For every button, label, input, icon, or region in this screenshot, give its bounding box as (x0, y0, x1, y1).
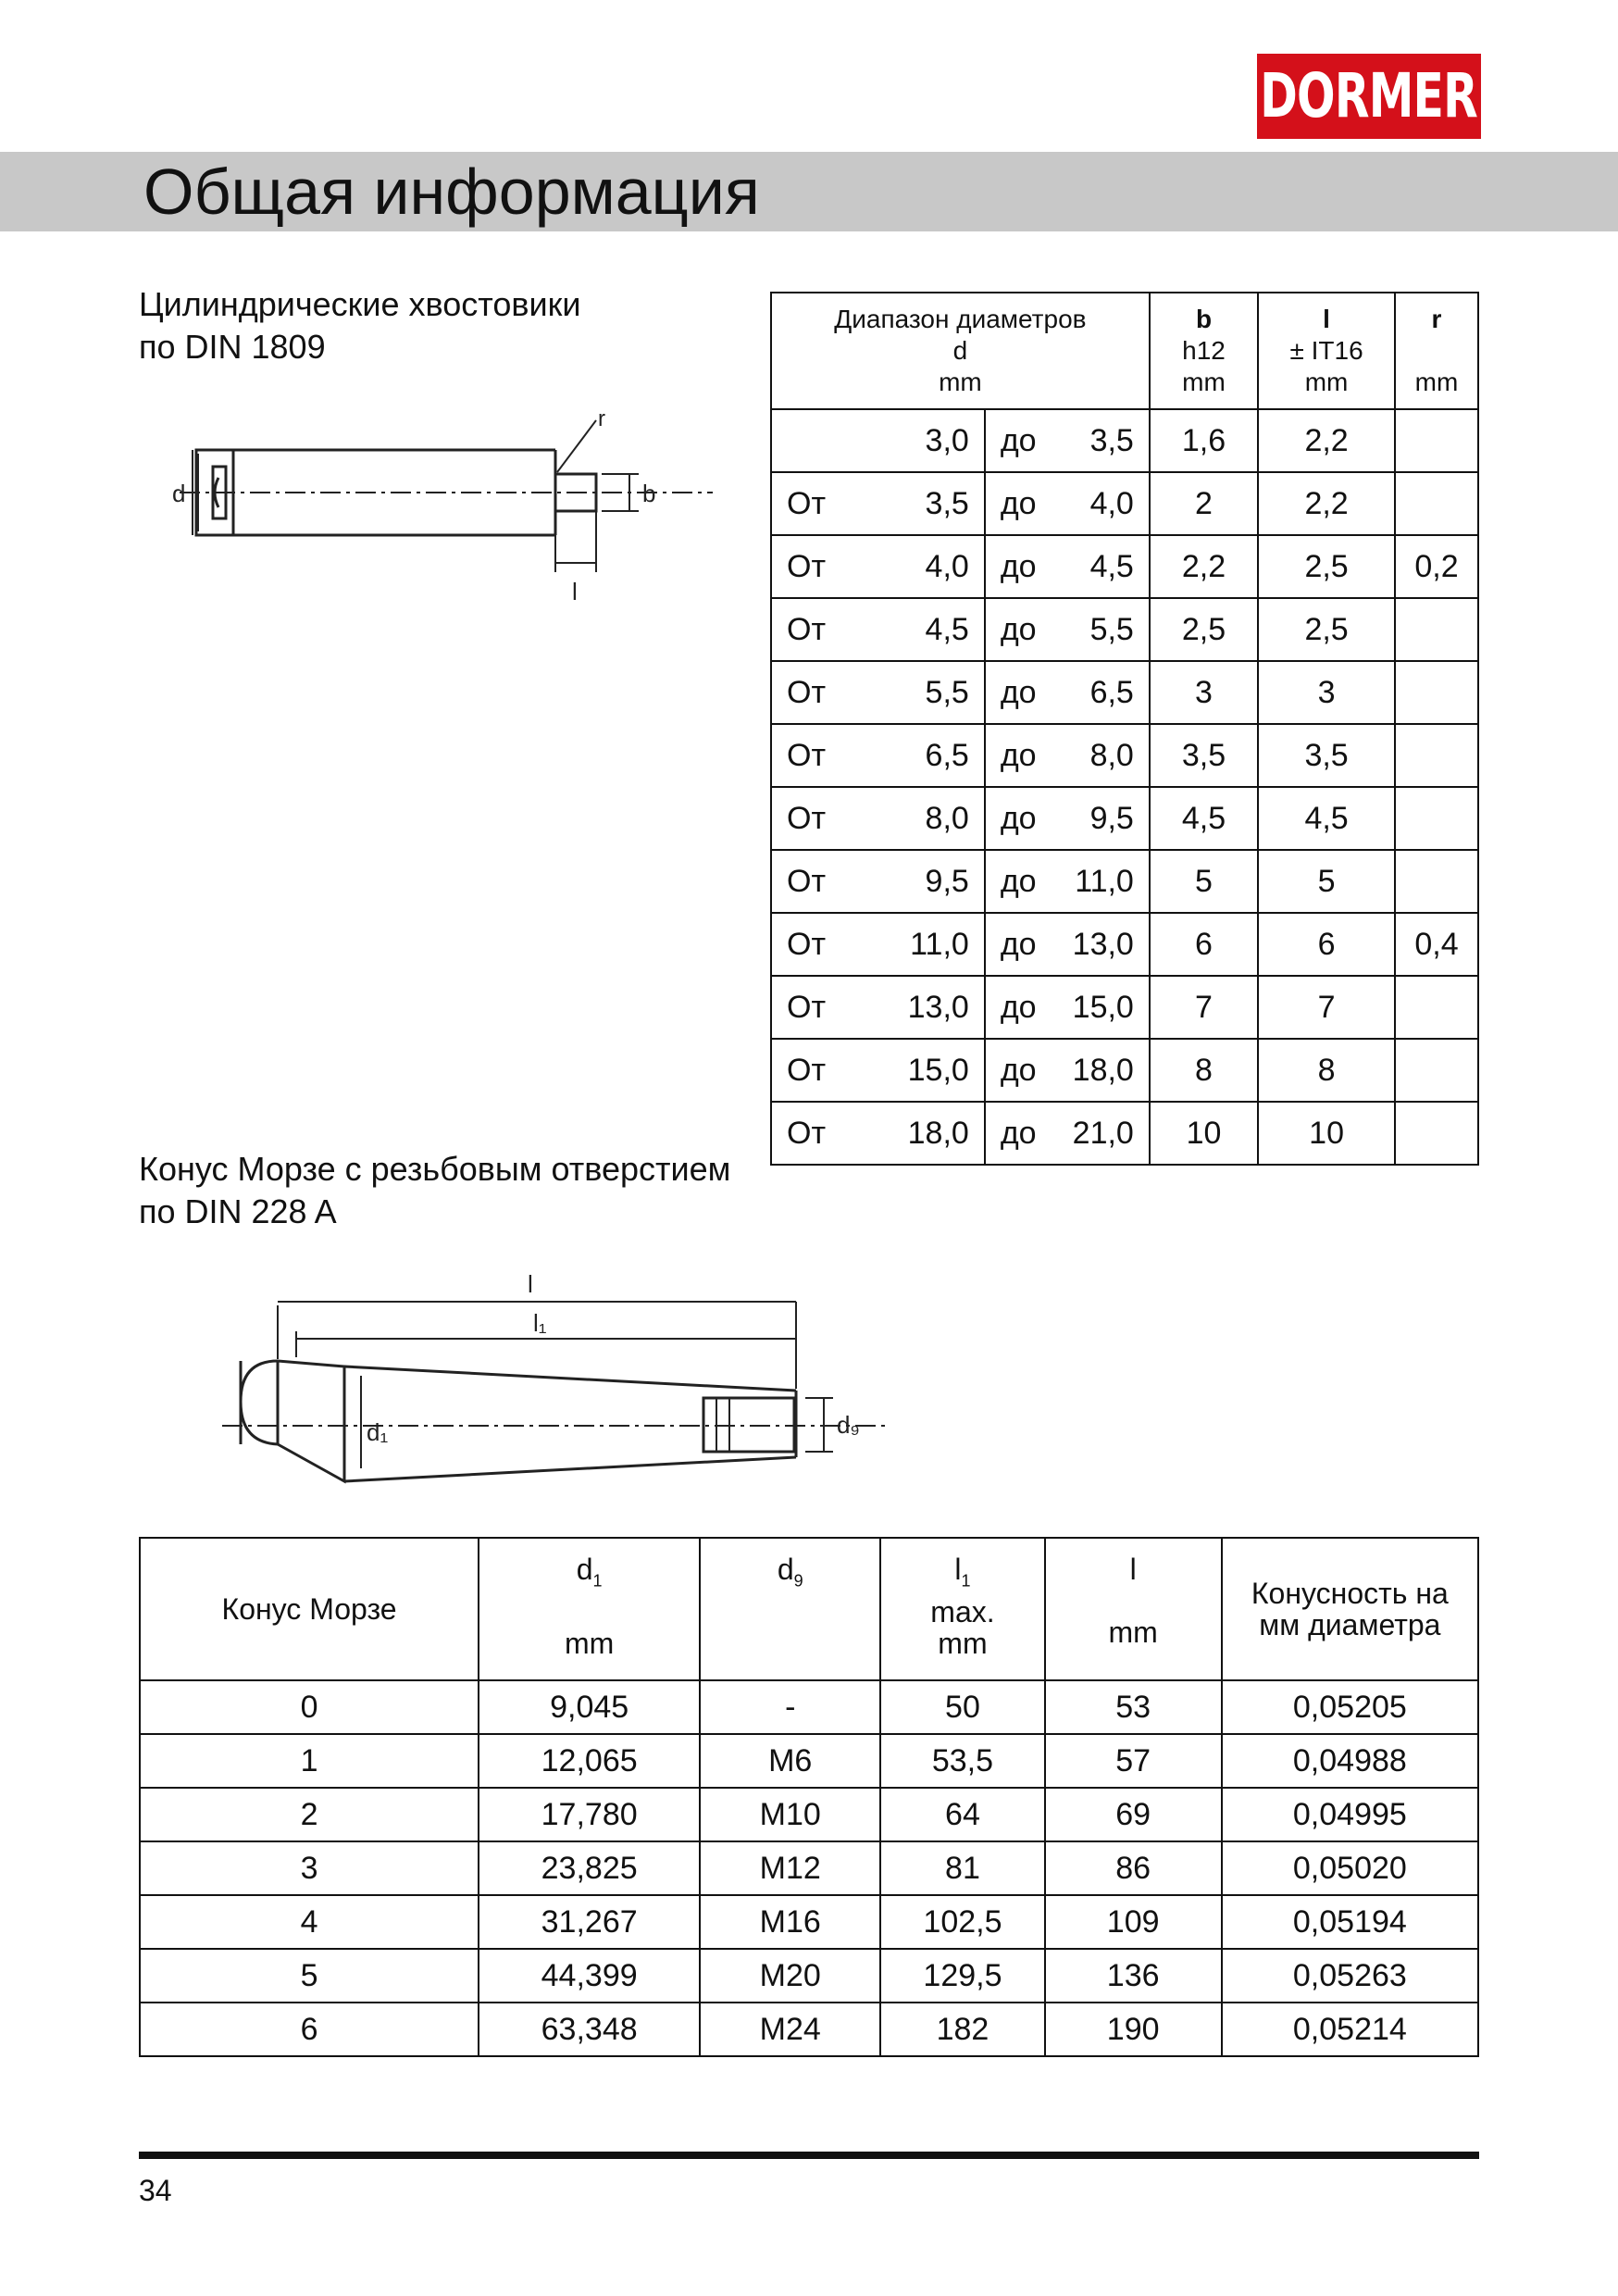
section1-title-line1: Цилиндрические хвостовики (139, 285, 581, 323)
cell-l: 3,5 (1258, 724, 1395, 787)
cell-r: 0,4 (1395, 913, 1478, 976)
cell-d1: 31,267 (479, 1895, 700, 1949)
drawing-label-b: b (642, 480, 656, 507)
cell-l: 109 (1045, 1895, 1222, 1949)
table-row (771, 976, 1478, 1039)
cell-to-range (985, 535, 1150, 598)
cell-to-range (985, 787, 1150, 850)
cell-r (1395, 1039, 1478, 1102)
cell-d1: 17,780 (479, 1788, 700, 1841)
cell-to-range (985, 724, 1150, 787)
header-r-line1: r (1431, 305, 1442, 333)
cell-taper: 0,04988 (1222, 1734, 1478, 1788)
cell-to: до (1000, 548, 1037, 584)
header-d9 (700, 1538, 880, 1680)
cell-morse: 2 (140, 1788, 479, 1841)
table-row (771, 409, 1478, 472)
cell-b: 5 (1150, 850, 1258, 913)
cell-from-range (771, 472, 985, 535)
cell-l: 190 (1045, 2003, 1222, 2056)
cell-d-max: 4,5 (1089, 548, 1134, 584)
cell-morse: 1 (140, 1734, 479, 1788)
cell-to-range (985, 661, 1150, 724)
header-l-line2: ± IT16 (1289, 336, 1363, 365)
cell-from: От (787, 863, 827, 899)
cell-from: От (787, 1052, 827, 1088)
cell-r (1395, 850, 1478, 913)
table-row (771, 661, 1478, 724)
cell-r (1395, 661, 1478, 724)
cell-to: до (1000, 926, 1037, 962)
drawing-label-d: d (172, 480, 186, 507)
table-row (140, 1895, 1478, 1949)
header-d1-sub: 1 (592, 1571, 603, 1591)
cell-l1: 182 (880, 2003, 1044, 2056)
header-taper-line1: Конусность на (1251, 1577, 1449, 1610)
cell-from-range (771, 724, 985, 787)
cell-taper: 0,05214 (1222, 2003, 1478, 2056)
cell-d-max: 6,5 (1089, 674, 1134, 710)
cell-to: до (1000, 863, 1037, 899)
cell-l: 53 (1045, 1680, 1222, 1734)
cell-from-range (771, 850, 985, 913)
cell-l1: 64 (880, 1788, 1044, 1841)
header-l (1258, 293, 1395, 409)
cell-to-range (985, 1039, 1150, 1102)
section1-title (139, 283, 580, 368)
cell-l: 2,5 (1258, 535, 1395, 598)
cell-b: 10 (1150, 1102, 1258, 1165)
cell-l1: 129,5 (880, 1949, 1044, 2003)
cell-d-max: 15,0 (1072, 989, 1134, 1025)
cell-l1: 81 (880, 1841, 1044, 1895)
cell-d9: M12 (700, 1841, 880, 1895)
cell-d-min: 4,0 (925, 548, 969, 584)
cell-d-min: 13,0 (907, 989, 969, 1025)
cell-d-min: 5,5 (925, 674, 969, 710)
cell-to-range (985, 409, 1150, 472)
cell-l: 6 (1258, 913, 1395, 976)
cell-d-min: 11,0 (910, 926, 969, 962)
table-row (140, 1841, 1478, 1895)
table-row (140, 1949, 1478, 2003)
section2-title (139, 1148, 730, 1233)
header-l-line1: l (1323, 305, 1330, 333)
cell-from-range (771, 409, 985, 472)
cell-d-max: 4,0 (1089, 485, 1134, 521)
cell-from-range (771, 598, 985, 661)
header-l1-unit: mm (938, 1627, 988, 1661)
cell-l: 8 (1258, 1039, 1395, 1102)
header-l1-max: max. (930, 1595, 995, 1629)
header-b-line2: h12 (1182, 336, 1226, 365)
cell-d9: M10 (700, 1788, 880, 1841)
cell-d-min: 3,0 (925, 422, 969, 458)
cell-to-range (985, 598, 1150, 661)
cell-taper: 0,05194 (1222, 1895, 1478, 1949)
header-d9-symbol: d (777, 1553, 794, 1586)
table-row (771, 598, 1478, 661)
header-diameter-range (771, 293, 1150, 409)
cell-r: 0,2 (1395, 535, 1478, 598)
morse-taper-drawing (222, 1250, 889, 1491)
cell-from-range (771, 787, 985, 850)
cell-d-min: 3,5 (925, 485, 969, 521)
cell-b: 8 (1150, 1039, 1258, 1102)
drawing-label-l: l (572, 578, 578, 605)
cell-d-max: 5,5 (1089, 611, 1134, 647)
cell-to-range (985, 472, 1150, 535)
cell-b: 2,2 (1150, 535, 1258, 598)
cell-l: 3 (1258, 661, 1395, 724)
cell-b: 2,5 (1150, 598, 1258, 661)
cell-from: От (787, 611, 827, 647)
cell-l: 2,2 (1258, 472, 1395, 535)
header-d9-sub: 9 (793, 1571, 803, 1591)
header-l-symbol: l (1129, 1553, 1137, 1586)
cell-to: до (1000, 737, 1037, 773)
morse-taper-table (139, 1537, 1479, 2057)
cell-to-range (985, 913, 1150, 976)
cell-d-min: 18,0 (907, 1115, 969, 1151)
cell-l1: 53,5 (880, 1734, 1044, 1788)
cell-d-min: 6,5 (925, 737, 969, 773)
table-row (771, 913, 1478, 976)
table1-header-row (771, 293, 1478, 409)
cell-l: 136 (1045, 1949, 1222, 2003)
drawing-label-l: l (528, 1270, 533, 1298)
table-row (771, 724, 1478, 787)
header-r-line2: mm (1414, 368, 1459, 396)
cell-b: 4,5 (1150, 787, 1258, 850)
cell-l: 7 (1258, 976, 1395, 1039)
header-b-line3: mm (1182, 368, 1226, 396)
cell-d1: 44,399 (479, 1949, 700, 2003)
table2-header-row (140, 1538, 1478, 1680)
table-row (771, 535, 1478, 598)
cell-d9: M20 (700, 1949, 880, 2003)
cell-d9: M16 (700, 1895, 880, 1949)
cell-b: 6 (1150, 913, 1258, 976)
cell-d-max: 21,0 (1072, 1115, 1134, 1151)
cell-b: 7 (1150, 976, 1258, 1039)
cell-from: От (787, 1115, 827, 1151)
cell-to: до (1000, 485, 1037, 521)
cell-from: От (787, 737, 827, 773)
table-row (140, 2003, 1478, 2056)
cell-from: От (787, 989, 827, 1025)
cell-d-min: 15,0 (907, 1052, 969, 1088)
cell-from: От (787, 548, 827, 584)
cell-l: 69 (1045, 1788, 1222, 1841)
table1-body (771, 409, 1478, 1165)
cell-d9: M24 (700, 2003, 880, 2056)
header-morse: Конус Морзе (140, 1538, 479, 1680)
cell-d-max: 13,0 (1072, 926, 1134, 962)
header-l-line3: mm (1304, 368, 1349, 396)
cell-from-range (771, 913, 985, 976)
cell-r (1395, 598, 1478, 661)
header-l1-sub: 1 (961, 1571, 971, 1591)
drawing-label-d1: d₁ (367, 1418, 389, 1446)
cell-d1: 9,045 (479, 1680, 700, 1734)
table-row (140, 1788, 1478, 1841)
section1-title-line2: по DIN 1809 (139, 328, 326, 366)
cell-to-range (985, 850, 1150, 913)
cell-d9: M6 (700, 1734, 880, 1788)
cell-r (1395, 976, 1478, 1039)
table-row (140, 1680, 1478, 1734)
table-row (771, 787, 1478, 850)
header-taper (1222, 1538, 1478, 1680)
cell-d-max: 8,0 (1089, 737, 1134, 773)
cell-from: От (787, 926, 827, 962)
cell-to: до (1000, 611, 1037, 647)
cell-from-range (771, 976, 985, 1039)
drawing-label-l1: l₁ (533, 1309, 547, 1337)
cylindrical-shank-table (770, 292, 1479, 1166)
section2-title-line1: Конус Морзе с резьбовым отверстием (139, 1150, 731, 1188)
header-r (1395, 293, 1478, 409)
cell-taper: 0,05020 (1222, 1841, 1478, 1895)
header-d1-unit: mm (564, 1627, 615, 1661)
cell-b: 3 (1150, 661, 1258, 724)
cell-d-min: 9,5 (925, 863, 969, 899)
cell-r (1395, 787, 1478, 850)
cell-morse: 3 (140, 1841, 479, 1895)
cell-b: 1,6 (1150, 409, 1258, 472)
header-taper-line2: мм диаметра (1259, 1608, 1441, 1641)
cell-taper: 0,05205 (1222, 1680, 1478, 1734)
cell-morse: 4 (140, 1895, 479, 1949)
cell-r (1395, 724, 1478, 787)
cell-d-max: 9,5 (1089, 800, 1134, 836)
cell-d1: 63,348 (479, 2003, 700, 2056)
cell-d-min: 8,0 (925, 800, 969, 836)
table-row (771, 1102, 1478, 1165)
cell-to: до (1000, 1052, 1037, 1088)
header-d1 (479, 1538, 700, 1680)
cell-morse: 6 (140, 2003, 479, 2056)
cell-d1: 12,065 (479, 1734, 700, 1788)
footer-divider (139, 2152, 1479, 2159)
table-row (771, 1039, 1478, 1102)
cell-d-max: 18,0 (1072, 1052, 1134, 1088)
header-range-line1: Диапазон диаметров (834, 305, 1087, 333)
cell-l: 4,5 (1258, 787, 1395, 850)
cell-l: 57 (1045, 1734, 1222, 1788)
dormer-logo (1257, 54, 1481, 139)
page-number: 34 (139, 2174, 172, 2207)
header-l1 (880, 1538, 1044, 1680)
cell-morse: 5 (140, 1949, 479, 2003)
cell-to: до (1000, 1115, 1037, 1151)
cell-d-max: 3,5 (1089, 422, 1134, 458)
cell-b: 3,5 (1150, 724, 1258, 787)
section2-title-line2: по DIN 228 A (139, 1192, 337, 1230)
cell-r (1395, 409, 1478, 472)
table-row (140, 1734, 1478, 1788)
table-row (771, 850, 1478, 913)
cell-to-range (985, 976, 1150, 1039)
cell-taper: 0,05263 (1222, 1949, 1478, 2003)
cell-taper: 0,04995 (1222, 1788, 1478, 1841)
cell-l1: 102,5 (880, 1895, 1044, 1949)
cell-from-range (771, 535, 985, 598)
cell-from-range (771, 1102, 985, 1165)
cell-r (1395, 1102, 1478, 1165)
drawing-label-d9: d₉ (837, 1411, 860, 1439)
cell-from: От (787, 674, 827, 710)
cell-to-range (985, 1102, 1150, 1165)
header-range-line2: d (952, 336, 968, 365)
cell-from-range (771, 1039, 985, 1102)
cell-from-range (771, 661, 985, 724)
cell-b: 2 (1150, 472, 1258, 535)
cell-from: От (787, 485, 827, 521)
header-d1-symbol: d (576, 1553, 593, 1586)
header-l-unit: mm (1108, 1616, 1158, 1649)
cell-to: до (1000, 989, 1037, 1025)
cell-l: 2,5 (1258, 598, 1395, 661)
page-title: Общая информация (143, 156, 760, 228)
cell-d9: - (700, 1680, 880, 1734)
header-b-line1: b (1195, 305, 1213, 333)
cell-to: до (1000, 422, 1037, 458)
cell-l: 2,2 (1258, 409, 1395, 472)
table-row (771, 472, 1478, 535)
cell-l1: 50 (880, 1680, 1044, 1734)
cell-l: 5 (1258, 850, 1395, 913)
cell-d1: 23,825 (479, 1841, 700, 1895)
header-l (1045, 1538, 1222, 1680)
cell-r (1395, 472, 1478, 535)
header-b (1150, 293, 1258, 409)
logo-text: DORMER (1260, 60, 1478, 131)
cell-d-max: 11,0 (1075, 863, 1134, 899)
cell-from: От (787, 800, 827, 836)
header-range-line3: mm (939, 368, 982, 396)
cylindrical-shank-drawing (157, 407, 713, 611)
cell-l: 10 (1258, 1102, 1395, 1165)
table2-body (140, 1680, 1478, 2056)
cell-to: до (1000, 800, 1037, 836)
header-l1-symbol: l (954, 1553, 962, 1586)
cell-d-min: 4,5 (925, 611, 969, 647)
drawing-label-r: r (598, 407, 605, 431)
cell-morse: 0 (140, 1680, 479, 1734)
cell-to: до (1000, 674, 1037, 710)
cell-l: 86 (1045, 1841, 1222, 1895)
